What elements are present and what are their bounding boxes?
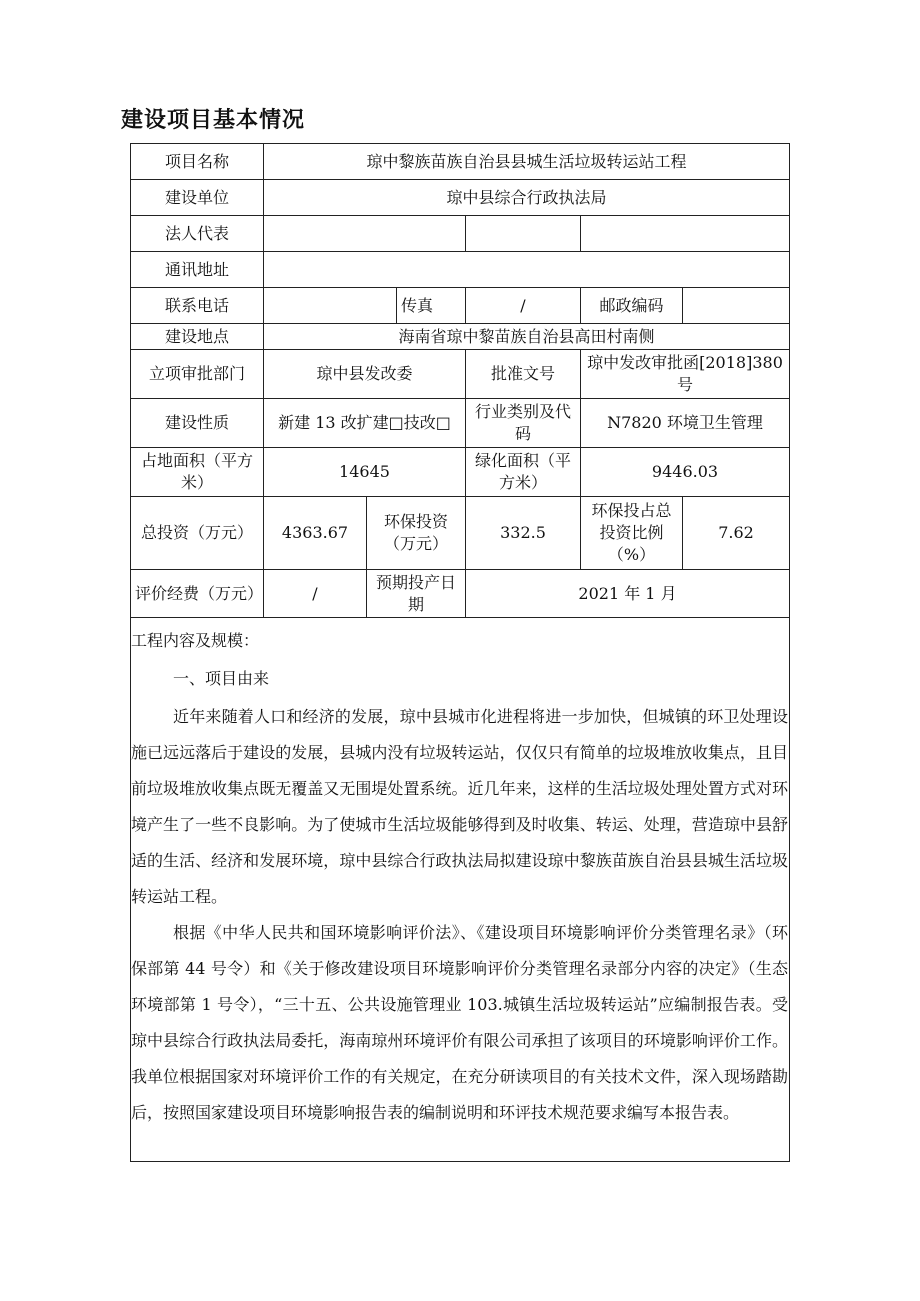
approval-no-value: 琼中发改审批函[2018]380号 xyxy=(581,350,789,399)
legal-rep-blank-1 xyxy=(466,216,581,252)
legal-rep-value xyxy=(264,216,466,252)
page-title: 建设项目基本情况 xyxy=(121,108,306,133)
industry-value: N7820 环境卫生管理 xyxy=(581,399,789,448)
paragraph-background: 近年来随着人口和经济的发展，琼中县城市化进程将进一步加快，但城镇的环卫处理设施已远远落后于建设的发展，县城内没有垃圾转运站，仅仅只有简单的垃圾堆放收集点，且目前垃圾堆放收集点既无覆盖又无围堤处置系统。近几年来，这样的生活垃圾处理处置方式对环境产生了一些不良影响。为了使城市生活垃圾能够得到及时收集、转运、处理，营造琼中县舒适的生活、经济和发展环境，琼中县综合行政执法局拟建设琼中黎族苗族自治县县城生活垃圾转运站工程。 xyxy=(131,707,788,906)
fax-value: / xyxy=(466,288,581,324)
paragraph-basis: 根据《中华人民共和国环境影响评价法》、《建设项目环境影响评价分类管理名录》（环保部第 44 号令）和《关于修改建设项目环境影响评价分类管理名录部分内容的决定》（生态环境部第 1 号令），“三十五、公共设施管理业 103.城镇生活垃圾转运站”应编制报告表。受琼中县综合行政执法局委托，海南琼州环境评价有限公司承担了该项目的环境影响评价工作。我单位根据国家对环境评价工作的有关规定，在充分研读项目的有关技术文件，深入现场踏勘后，按照国家建设项目环境影响报告表的编制说明和环评技术规范要求编写本报告表。 xyxy=(131,923,788,1122)
project-name-label: 项目名称 xyxy=(131,144,264,180)
project-name-value: 琼中黎族苗族自治县县城生活垃圾转运站工程 xyxy=(264,144,789,180)
env-ratio-label: 环保投占总投资比例（%） xyxy=(581,497,683,570)
content-heading: 工程内容及规模： xyxy=(131,631,260,650)
date-label: 预期投产日期 xyxy=(367,570,466,617)
area-label: 占地面积（平方米） xyxy=(131,448,264,497)
address-value xyxy=(264,252,789,288)
legal-rep-blank-2 xyxy=(581,216,789,252)
invest-value: 4363.67 xyxy=(264,497,367,570)
project-info-table xyxy=(130,143,790,618)
address-label: 通讯地址 xyxy=(131,252,264,288)
location-label: 建设地点 xyxy=(131,324,264,350)
postcode-value xyxy=(683,288,789,324)
nature-value: 新建 13 改扩建□技改□ xyxy=(264,399,466,448)
project-content-section xyxy=(130,617,790,1162)
env-invest-label: 环保投资（万元） xyxy=(367,497,466,570)
fee-value: / xyxy=(264,570,367,617)
industry-label: 行业类别及代码 xyxy=(466,399,581,448)
postcode-label: 邮政编码 xyxy=(581,288,683,324)
green-value: 9446.03 xyxy=(581,448,789,497)
date-value: 2021 年 1 月 xyxy=(578,583,677,603)
area-value: 14645 xyxy=(264,448,466,497)
approval-no-label: 批准文号 xyxy=(466,350,581,399)
invest-label: 总投资（万元） xyxy=(131,497,264,570)
approval-dept-value: 琼中县发改委 xyxy=(264,350,466,399)
builder-value: 琼中县综合行政执法局 xyxy=(264,180,789,216)
env-ratio-value: 7.62 xyxy=(683,497,789,570)
green-label: 绿化面积（平方米） xyxy=(466,448,581,497)
section-subheading: 一、项目由来 xyxy=(173,669,270,688)
phone-label: 联系电话 xyxy=(131,288,264,324)
fee-label: 评价经费（万元） xyxy=(131,570,264,617)
location-value: 海南省琼中黎苗族自治县高田村南侧 xyxy=(264,324,789,350)
legal-rep-label: 法人代表 xyxy=(131,216,264,252)
approval-dept-label: 立项审批部门 xyxy=(131,350,264,399)
fax-label: 传真 xyxy=(397,288,466,324)
builder-label: 建设单位 xyxy=(131,180,264,216)
nature-label: 建设性质 xyxy=(131,399,264,448)
phone-value xyxy=(264,288,397,324)
env-invest-value: 332.5 xyxy=(466,497,581,570)
